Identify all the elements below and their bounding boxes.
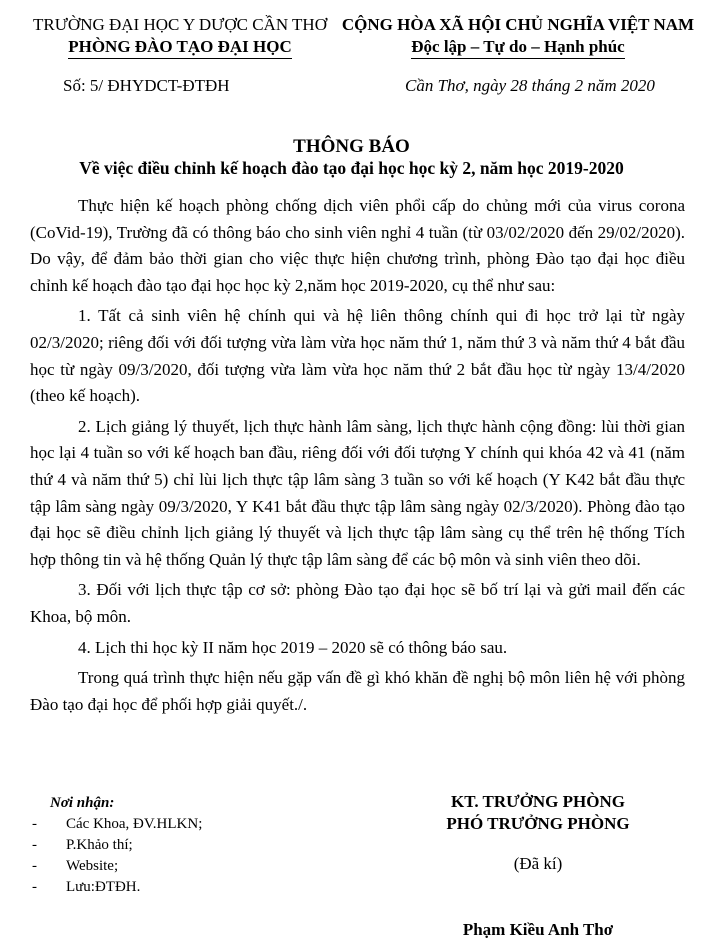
list-dash: - [32, 816, 37, 832]
signed-mark: (Đã kí) [513, 854, 563, 873]
paragraph-item-2: 2. Lịch giảng lý thuyết, lịch thực hành lâm sàng, lịch thực hành cộng đồng: lùi thời gian học lại 4 tuần so với kế hoạch ban đầu, riêng đối với đối tượng Y chính qui khóa 42 và 41 (năm thứ 4 và năm thứ 5) chỉ lùi lịch thực tập lâm sàng 3 tuần so với kế hoạch (Y K42 bắt đầu thực tập lâm sàng ngày 09/3/2020, Y K41 bắt đầu thực tập lâm sàng ngày 02/3/2020). Phòng đào tạo đại học sẽ điều chỉnh lịch giảng lý thuyết và lịch thực tập lâm sàng cụ thể trên hệ thống Tích hợp thông tin và hệ thống Quản lý thực tập lâm sàng để các bộ môn và sinh viên theo dõi. [30, 416, 685, 569]
recipients-list [32, 814, 202, 898]
paragraph-intro: Thực hiện kế hoạch phòng chống dịch viên phổi cấp do chủng mới của virus corona (CoVid-19), Trường đã có thông báo cho sinh viên nghỉ 4 tuần (từ 03/02/2020 đến 29/02/2020). Do vậy, để đảm bảo thời gian cho việc thực hiện chương trình, phòng Đào tạo đại học điều chỉnh kế hoạch đào tạo đại học học kỳ 2,năm học 2019-2020, cụ thể như sau: [30, 196, 685, 295]
paragraph-item-4: 4. Lịch thi học kỳ II năm học 2019 – 2020 sẽ có thông báo sau. [78, 637, 508, 657]
signature-block [388, 791, 688, 941]
national-header [338, 14, 698, 59]
list-dash: - [32, 879, 37, 895]
signer-position: PHÓ TRƯỞNG PHÒNG [446, 814, 630, 833]
university-name: TRƯỜNG ĐẠI HỌC Y DƯỢC CẦN THƠ [33, 15, 327, 34]
national-title: CỘNG HÒA XÃ HỘI CHỦ NGHĨA VIỆT NAM [341, 15, 695, 34]
recipients-block [32, 793, 202, 898]
paragraph-item-3: 3. Đối với lịch thực tập cơ sở: phòng Đào tạo đại học sẽ bố trí lại và gửi mail đến các Khoa, bộ môn. [30, 580, 685, 626]
list-item [32, 877, 202, 898]
document-number: Số: 5/ ĐHYDCT-ĐTĐH [63, 76, 230, 95]
list-dash: - [32, 858, 37, 874]
department-name: PHÒNG ĐÀO TẠO ĐẠI HỌC [68, 36, 292, 59]
paragraph-item-1: 1. Tất cả sinh viên hệ chính qui và hệ liên thông chính qui đi học trở lại từ ngày 02/3/2020; riêng đối với đối tượng vừa làm vừa học năm thứ 1, năm thứ 3 và năm thứ 4 bắt đầu học từ ngày 09/3/2020, đối tượng vừa làm vừa học năm thứ 2 bắt đầu học từ ngày 13/4/2020 (theo kế hoạch). [30, 306, 685, 406]
paragraph-closing: Trong quá trình thực hiện nếu gặp vấn đề gì khó khăn đề nghị bộ môn liên hệ với phòng Đào tạo đại học để phối hợp giải quyết./. [30, 668, 685, 714]
list-item [32, 856, 202, 877]
signer-name: Phạm Kiều Anh Thơ [462, 920, 614, 939]
signer-authority: KT. TRƯỞNG PHÒNG [451, 792, 625, 811]
recipients-title: Nơi nhận: [50, 795, 115, 811]
recipient-name: Lưu:ĐTĐH. [66, 879, 141, 895]
national-motto: Độc lập – Tự do – Hạnh phúc [411, 36, 624, 59]
recipient-name: Website; [66, 858, 119, 874]
place-date: Cần Thơ, ngày 28 tháng 2 năm 2020 [405, 76, 655, 95]
issuer-header [30, 14, 330, 59]
list-item [32, 814, 202, 835]
document-subtitle: Về việc điều chỉnh kế hoạch đào tạo đại học học kỳ 2, năm học 2019-2020 [79, 158, 624, 178]
list-item [32, 835, 202, 856]
document-body [30, 193, 685, 722]
list-dash: - [32, 837, 37, 853]
document-title: THÔNG BÁO [293, 136, 410, 157]
recipient-name: P.Khảo thí; [66, 837, 133, 853]
recipient-name: Các Khoa, ĐV.HLKN; [66, 816, 203, 832]
